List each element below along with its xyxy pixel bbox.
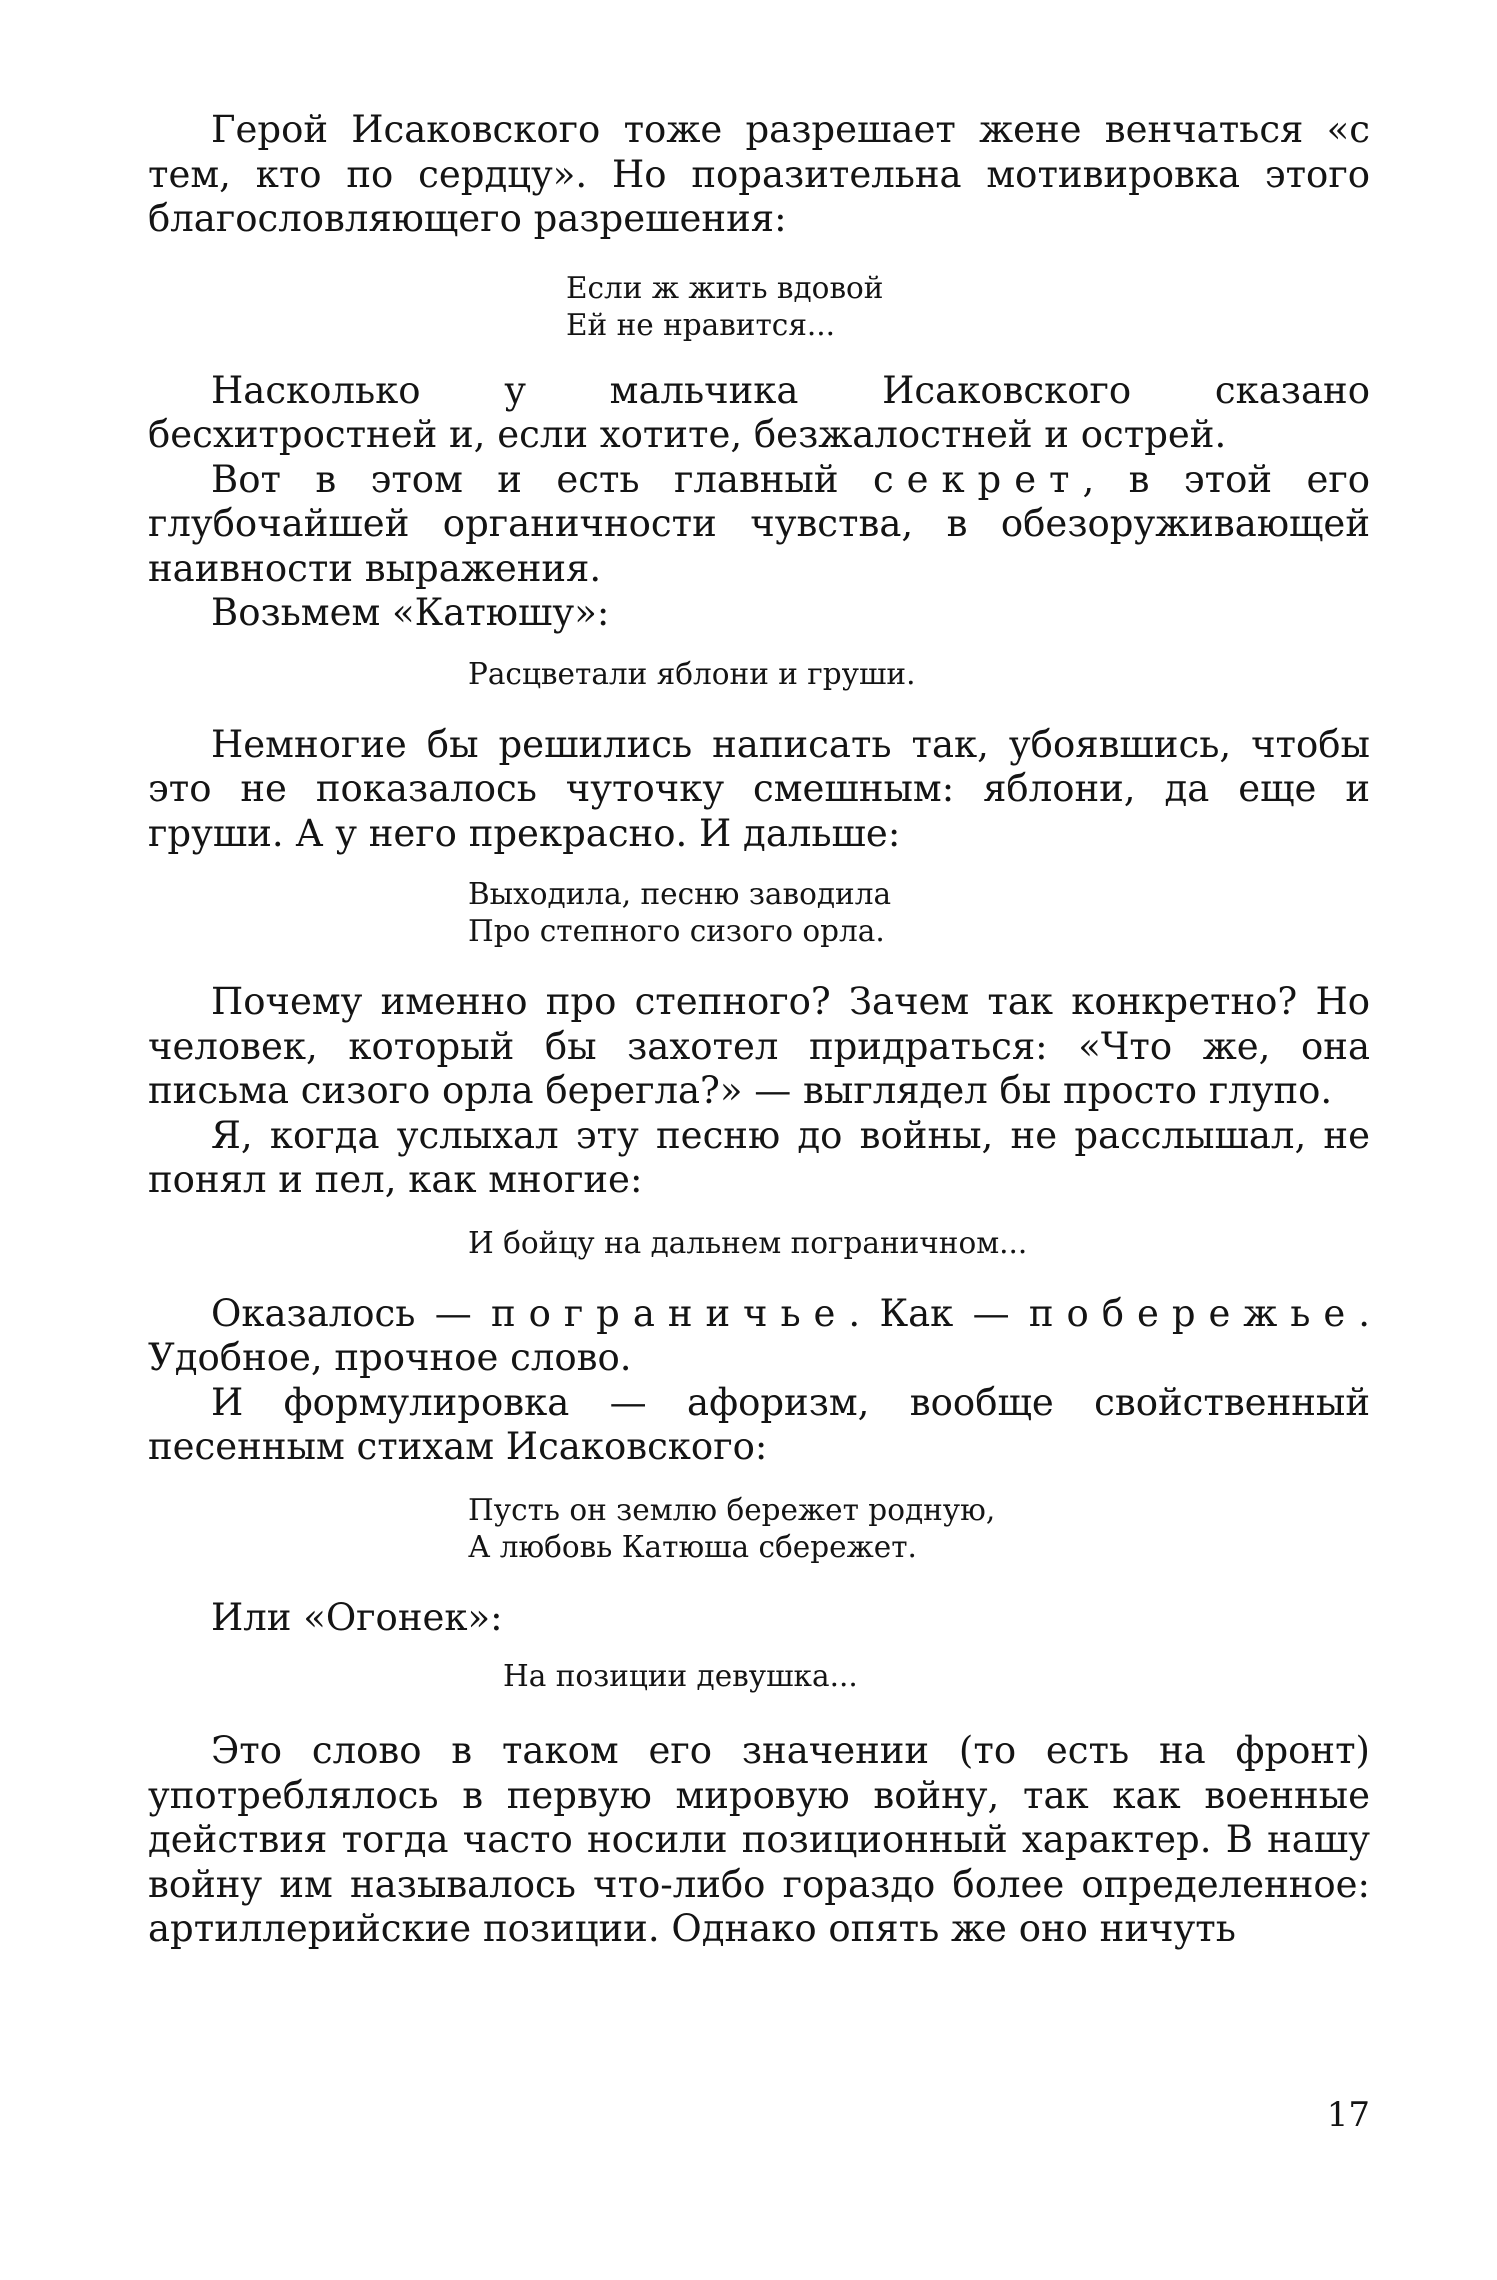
paragraph-5: Немногие бы решились написать так, убоявшись, чтобы это не показалось чуточку смешным: яблони, да еще и груши. А у него прекрасно. И дальше: [148, 722, 1370, 855]
paragraph-3 [148, 458, 1370, 592]
book-page [148, 108, 1370, 1952]
paragraph-8-part: . Как — [848, 1291, 1029, 1335]
emphasized-word: секрет [872, 457, 1083, 501]
emphasized-word: побережье [1028, 1291, 1359, 1335]
verse-line: Ей не нравится... [566, 307, 836, 342]
paragraph-2: Насколько у мальчика Исаковского сказано бесхитростней и, если хотите, безжалостней и острей. [148, 368, 1370, 456]
verse-line: На позиции девушка... [503, 1659, 858, 1693]
paragraph-7: Я, когда услыхал эту песню до войны, не расслышал, не понял и пел, как многие: [148, 1113, 1370, 1201]
verse-line: Если ж жить вдовой [566, 270, 884, 305]
paragraph-6: Почему именно про степного? Зачем так конкретно? Но человек, который бы захотел придраться: «Что же, она письма сизого орла берегла?» — выглядел бы просто глупо. [148, 980, 1370, 1112]
paragraph-11: Это слово в таком его значении (то есть на фронт) употреблялось в первую мировую войну, так как военные действия тогда часто носили позиционный характер. В нашу войну им называлось что-либо гораздо более определенное: артиллерийские позиции. Однако опять же оно ничуть [148, 1729, 1370, 1950]
verse-5 [148, 1492, 1370, 1566]
verse-line: Выходила, песню заводила [468, 877, 892, 911]
verse-3 [148, 876, 1370, 950]
page-number: 17 [1326, 2095, 1370, 2135]
emphasized-word: пограничье [491, 1291, 849, 1335]
verse-6 [148, 1658, 1370, 1695]
paragraph-10: Или «Огонек»: [211, 1595, 503, 1639]
verse-line: Про степного сизого орла. [468, 914, 885, 948]
paragraph-8-part: . Удобное, прочное слово. [148, 1291, 1370, 1379]
verse-line: И бойцу на дальнем пограничном... [468, 1225, 1028, 1260]
paragraph-4: Возьмем «Катюшу»: [211, 591, 610, 634]
verse-4 [148, 1225, 1370, 1262]
paragraph-9: И формулировка — афоризм, вообще свойственный песенным стихам Исаковского: [148, 1380, 1370, 1468]
paragraph-8-part: Оказалось — [211, 1291, 492, 1335]
paragraph-3-end: , в этой его глубочайшей органичности чувства, в обезоруживающей наивности выражения. [148, 457, 1370, 590]
paragraph-8 [148, 1292, 1370, 1381]
verse-2 [148, 656, 1370, 693]
verse-line: Расцветали яблони и груши. [468, 656, 916, 691]
paragraph-1: Герой Исаковского тоже разрешает жене венчаться «с тем, кто по сердцу». Но поразительна мотивировка этого благословляющего разрешения: [148, 108, 1370, 240]
verse-line: Пусть он землю бережет родную, [468, 1492, 996, 1527]
paragraph-3-start: Вот в этом и есть главный [211, 457, 873, 501]
verse-line: А любовь Катюша сбережет. [468, 1529, 917, 1564]
verse-1 [148, 270, 1370, 344]
